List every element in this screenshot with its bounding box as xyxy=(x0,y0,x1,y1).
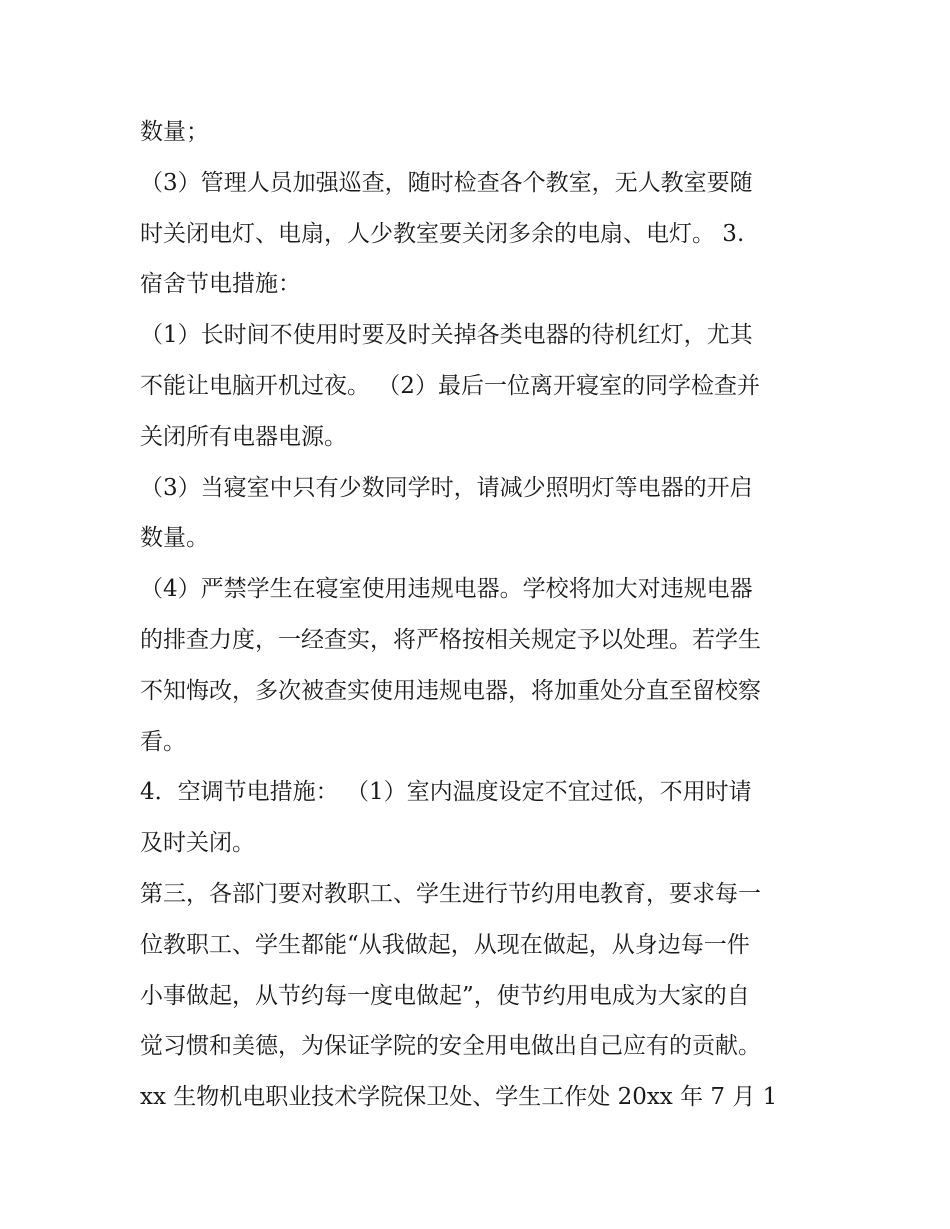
text-line: （1）长时间不使用时要及时关掉各类电器的待机红灯，尤其 xyxy=(140,322,753,349)
text-line: 第三，各部门要对教职工、学生进行节约用电教育，要求每一 xyxy=(140,880,761,907)
text-line: 及时关闭。 xyxy=(140,830,255,857)
text-line: （4）严禁学生在寝室使用违规电器。学校将加大对违规电器 xyxy=(140,576,753,603)
text-line: 看。 xyxy=(140,728,186,755)
text-line: 宿舍节电措施： xyxy=(140,271,301,298)
text-line: 小事做起，从节约每一度电做起”，使节约用电成为大家的自 xyxy=(140,982,750,1009)
text-line: 不能让电脑开机过夜。 （2）最后一位离开寝室的同学检查并 xyxy=(140,372,760,399)
text-line: 的排查力度，一经查实，将严格按相关规定予以处理。若学生 xyxy=(140,626,761,653)
document-body xyxy=(140,107,820,1123)
text-line: （3）当寝室中只有少数同学时，请减少照明灯等电器的开启 xyxy=(140,474,753,501)
text-line: 关闭所有电器电源。 xyxy=(140,423,347,450)
text-line: 数量。 xyxy=(140,525,209,552)
text-line: 4．空调节电措施： （1）室内温度设定不宜过低，不用时请 xyxy=(140,779,752,806)
text-line: 觉习惯和美德，为保证学院的安全用电做出自己应有的贡献。 xyxy=(140,1033,761,1060)
text-line: xx 生物机电职业技术学院保卫处、学生工作处 20xx 年 7 月 1 xyxy=(140,1084,778,1111)
text-line: 时关闭电灯、电扇，人少教室要关闭多余的电扇、电灯。 3. xyxy=(140,220,745,247)
text-line: 不知悔改，多次被查实使用违规电器，将加重处分直至留校察 xyxy=(140,677,761,704)
text-line: （3）管理人员加强巡查，随时检查各个教室，无人教室要随 xyxy=(140,169,753,196)
text-line: 数量； xyxy=(140,119,209,145)
text-line: 位教职工、学生都能“从我做起，从现在做起，从身边每一件 xyxy=(140,931,750,958)
